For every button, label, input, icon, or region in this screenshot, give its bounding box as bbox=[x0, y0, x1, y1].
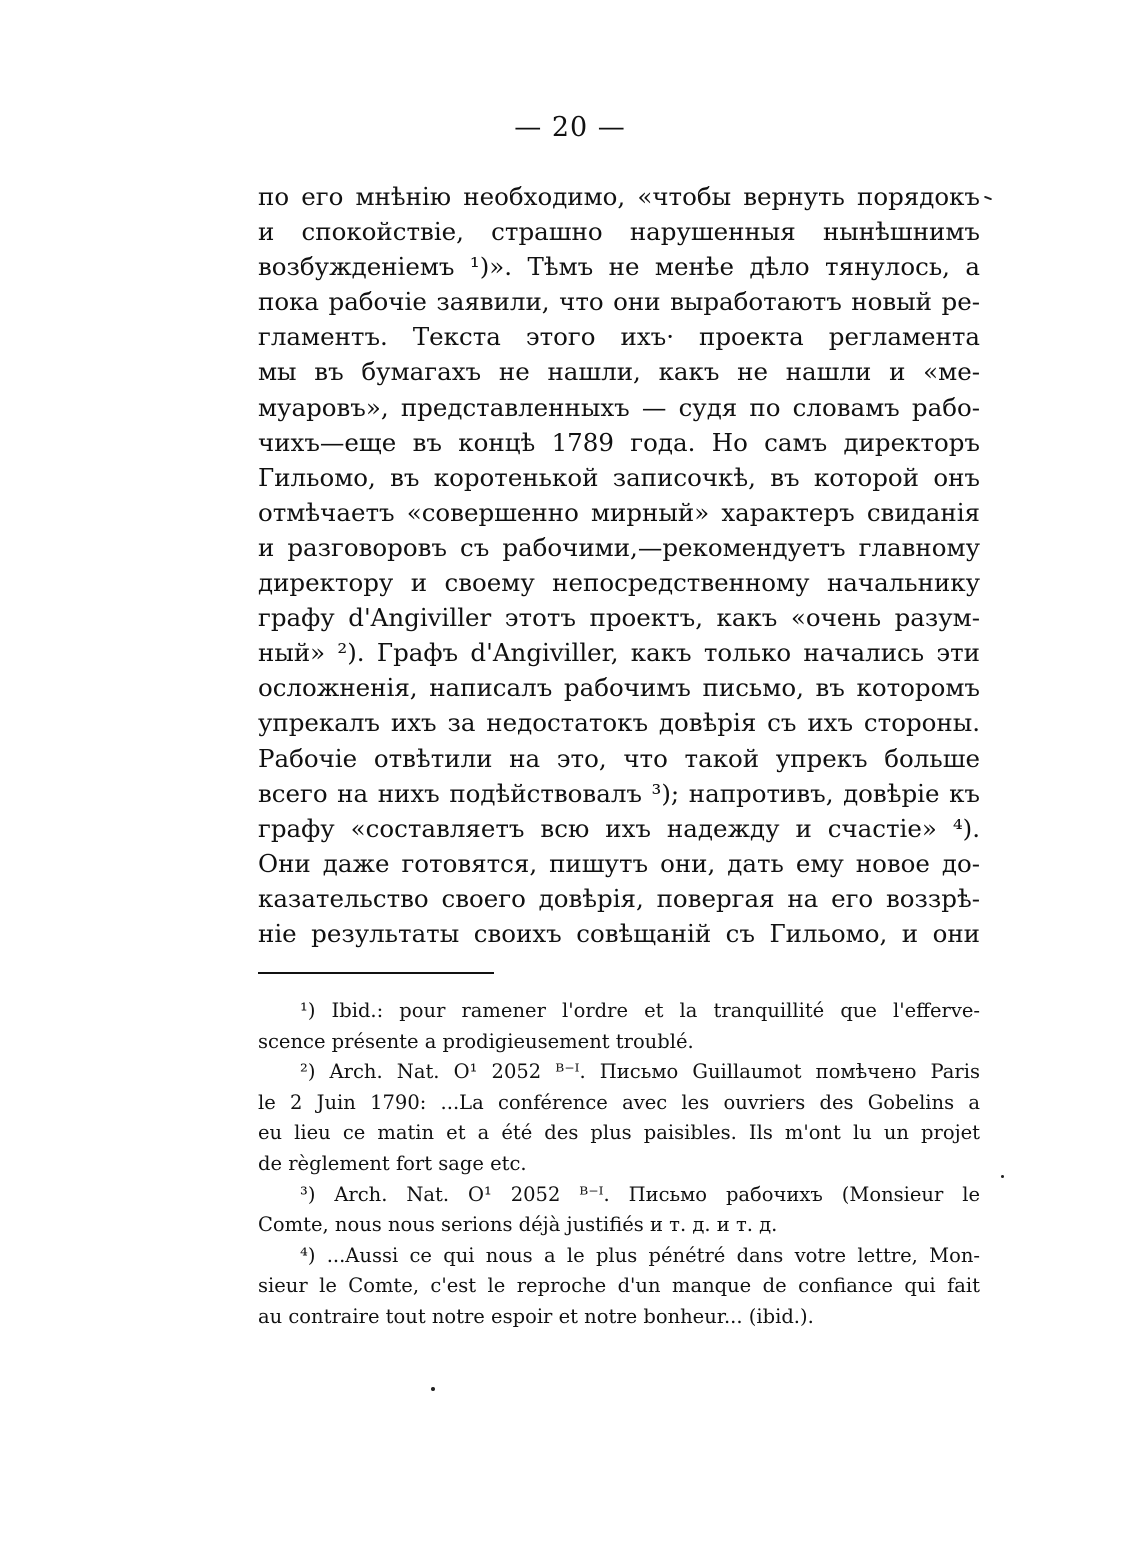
footnote-line: ⁴) ...Aussi ce qui nous a le plus pénétré dans votre lettre, Mon- bbox=[300, 1243, 980, 1267]
footnote-line: ²) Arch. Nat. O¹ 2052 ᴮ⁻ᴵ. Письмо Guillaumot помѣчено Paris bbox=[300, 1060, 980, 1084]
body-line: муаровъ», представленныхъ — судя по словамъ рабо- bbox=[258, 392, 980, 422]
footnote-line: de règlement fort sage etc. bbox=[258, 1151, 527, 1175]
footnote-line: au contraire tout notre espoir et notre bonheur... (ibid.). bbox=[258, 1304, 814, 1328]
body-line: пока рабочіе заявили, что они выработаютъ новый ре- bbox=[258, 287, 980, 317]
ink-speck bbox=[1001, 1175, 1004, 1178]
ink-speck bbox=[984, 196, 992, 201]
body-line: упрекалъ ихъ за недостатокъ довѣрія съ ихъ стороны. bbox=[258, 708, 980, 738]
body-line: осложненія, написалъ рабочимъ письмо, въ которомъ bbox=[258, 673, 980, 703]
body-line: отмѣчаетъ «совершенно мирный» характеръ свиданія bbox=[258, 497, 980, 527]
footnote-divider bbox=[258, 972, 494, 974]
page-number: — 20 — bbox=[514, 112, 626, 143]
body-line: чихъ—еще въ концѣ 1789 года. Но самъ директоръ bbox=[258, 427, 980, 457]
footnote-line: eu lieu ce matin et a été des plus paisibles. Ils m'ont lu un projet bbox=[258, 1121, 980, 1145]
body-line: Они даже готовятся, пишутъ они, дать ему новое до- bbox=[258, 848, 980, 878]
footnote-line: le 2 Juin 1790: ...La conférence avec les ouvriers des Gobelins a bbox=[258, 1090, 980, 1114]
body-line: гламентъ. Текста этого ихъ· проекта регламента bbox=[258, 322, 980, 352]
body-text bbox=[258, 179, 980, 951]
footnotes bbox=[258, 996, 980, 1333]
body-line: Рабочіе отвѣтили на это, что такой упрекъ больше bbox=[258, 743, 980, 773]
body-line: графу d'Angiviller этотъ проектъ, какъ «очень разум- bbox=[258, 603, 980, 633]
footnote-line: ¹) Ibid.: pour ramener l'ordre et la tranquillité que l'efferve- bbox=[300, 999, 980, 1022]
body-line: и разговоровъ съ рабочими,—рекомендуетъ главному bbox=[258, 532, 980, 562]
footnote-line: ³) Arch. Nat. O¹ 2052 ᴮ⁻ᴵ. Письмо рабочихъ (Monsieur le bbox=[300, 1182, 980, 1206]
body-line: графу «составляетъ всю ихъ надежду и счастіе» ⁴). bbox=[258, 813, 980, 843]
footnote-line: scence présente a prodigieusement troublé. bbox=[258, 1029, 694, 1053]
footnote-line: sieur le Comte, c'est le reproche d'un manque de confiance qui fait bbox=[258, 1274, 980, 1298]
ink-speck bbox=[431, 1387, 435, 1391]
body-line: мы въ бумагахъ не нашли, какъ не нашли и «ме- bbox=[258, 357, 980, 387]
body-line: ный» ²). Графъ d'Angiviller, какъ только начались эти bbox=[258, 638, 980, 668]
body-line: директору и своему непосредственному начальнику bbox=[258, 568, 980, 598]
body-line: возбужденіемъ ¹)». Тѣмъ не менѣе дѣло тянулось, а bbox=[258, 252, 980, 282]
body-line: по его мнѣнію необходимо, «чтобы вернуть порядокъ bbox=[258, 182, 980, 211]
footnote-line: Comte, nous nous serions déjà justifiés и т. д. и т. д. bbox=[258, 1213, 778, 1237]
body-line: всего на нихъ подѣйствовалъ ³); напротивъ, довѣріе къ bbox=[258, 778, 980, 808]
body-line: ніе результаты своихъ совѣщаній съ Гильомо, и они bbox=[258, 918, 980, 948]
body-line: казательство своего довѣрія, повергая на его воззрѣ- bbox=[258, 883, 980, 913]
body-line: и спокойствіе, страшно нарушенныя нынѣшнимъ bbox=[258, 217, 980, 247]
body-line: Гильомо, въ коротенькой записочкѣ, въ которой онъ bbox=[258, 462, 980, 492]
